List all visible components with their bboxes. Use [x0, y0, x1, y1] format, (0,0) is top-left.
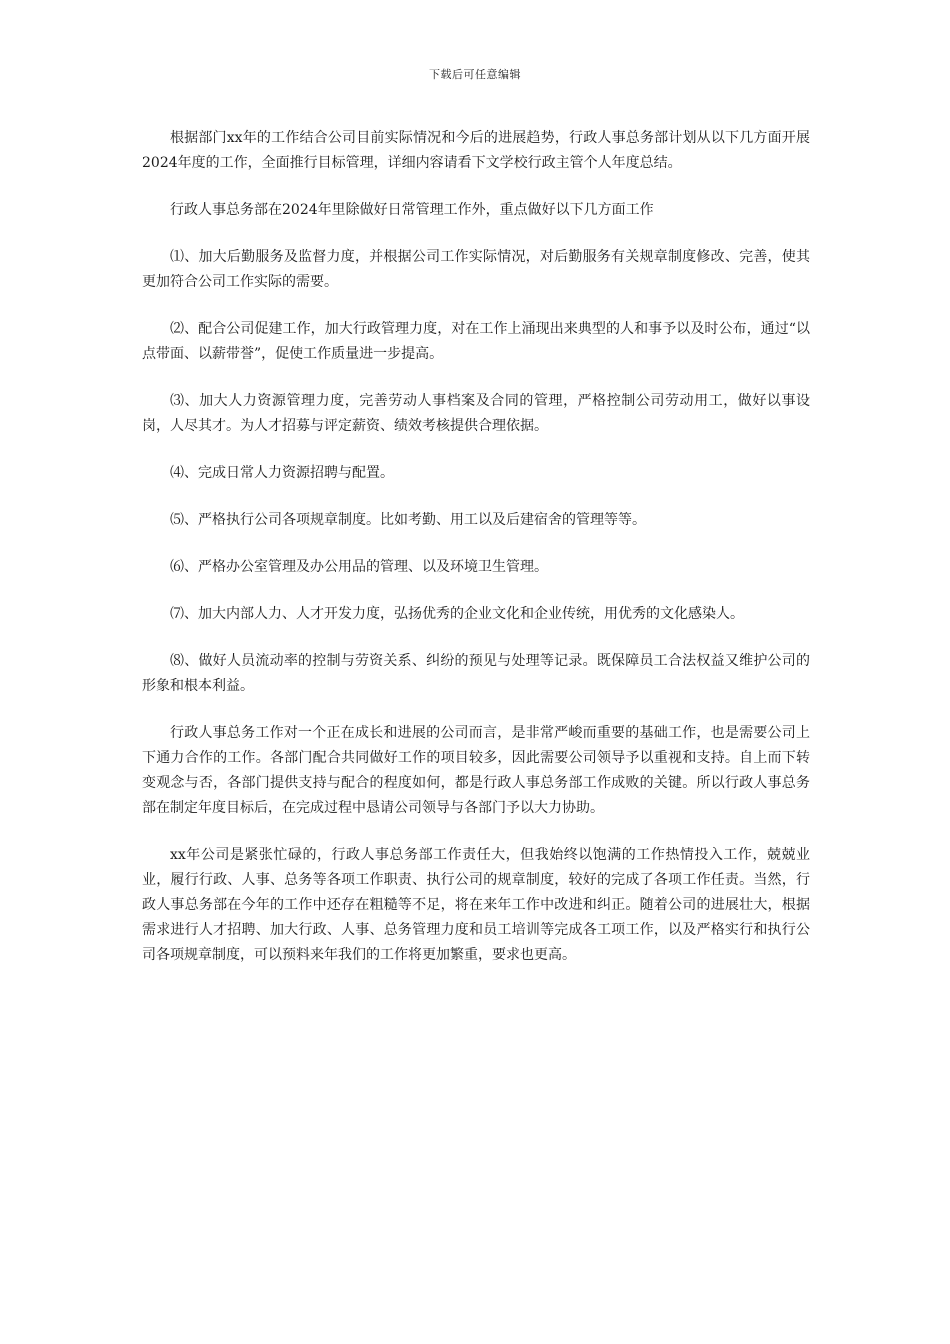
paragraph-focus-heading: 行政人事总务部在2024年里除做好日常管理工作外，重点做好以下几方面工作 — [170, 202, 654, 218]
document-body — [142, 126, 810, 990]
list-item-6: ⑹、严格办公室管理及办公用品的管理、以及环境卫生管理。 — [170, 559, 548, 575]
list-item-3: ⑶、加大人力资源管理力度，完善劳动人事档案及合同的管理，严格控制公司劳动用工，做好以事设岗，人尽其才。为人才招募与评定薪资、绩效考核提供合理依据。 — [142, 393, 810, 434]
list-item-7: ⑺、加大内部人力、人才开发力度，弘扬优秀的企业文化和企业传统，用优秀的文化感染人。 — [170, 606, 744, 622]
paragraph-intro: 根据部门xx年的工作结合公司目前实际情况和今后的进展趋势，行政人事总务部计划从以下几方面开展2024年度的工作，全面推行目标管理，详细内容请看下文学校行政主管个人年度总结。 — [142, 130, 810, 171]
list-item-5: ⑸、严格执行公司各项规章制度。比如考勤、用工以及后建宿舍的管理等等。 — [170, 512, 646, 528]
list-item-4: ⑷、完成日常人力资源招聘与配置。 — [170, 465, 394, 481]
list-item-1: ⑴、加大后勤服务及监督力度，并根据公司工作实际情况，对后勤服务有关规章制度修改、完善，使其更加符合公司工作实际的需要。 — [142, 249, 810, 290]
list-item-8: ⑻、做好人员流动率的控制与劳资关系、纠纷的预见与处理等记录。既保障员工合法权益又维护公司的形象和根本利益。 — [142, 653, 810, 694]
list-item-2: ⑵、配合公司促建工作，加大行政管理力度，对在工作上涌现出来典型的人和事予以及时公布，通过“以点带面、以薪带誉”，促使工作质量进一步提高。 — [142, 321, 810, 362]
paragraph-summary: xx年公司是紧张忙碌的，行政人事总务部工作责任大，但我始终以饱满的工作热情投入工作，兢兢业业，履行行政、人事、总务等各项工作职责、执行公司的规章制度，较好的完成了各项工作任责。当然，行政人事总务部在今年的工作中还存在粗糙等不足，将在来年工作中改进和纠正。随着公司的进展壮大，根据需求进行人才招聘、加大行政、人事、总务管理力度和员工培训等完成各工项工作，以及严格实行和执行公司各项规章制度，可以预料来年我们的工作将更加繁重，要求也更高。 — [142, 847, 810, 963]
paragraph-importance: 行政人事总务工作对一个正在成长和进展的公司而言，是非常严峻而重要的基础工作，也是需要公司上下通力合作的工作。各部门配合共同做好工作的项目较多，因此需要公司领导予以重视和支持。自上而下转变观念与否，各部门提供支持与配合的程度如何，都是行政人事总务部工作成败的关键。所以行政人事总务部在制定年度目标后，在完成过程中恳请公司领导与各部门予以大力协助。 — [142, 725, 810, 816]
header-note: 下载后可任意编辑 — [429, 68, 521, 81]
